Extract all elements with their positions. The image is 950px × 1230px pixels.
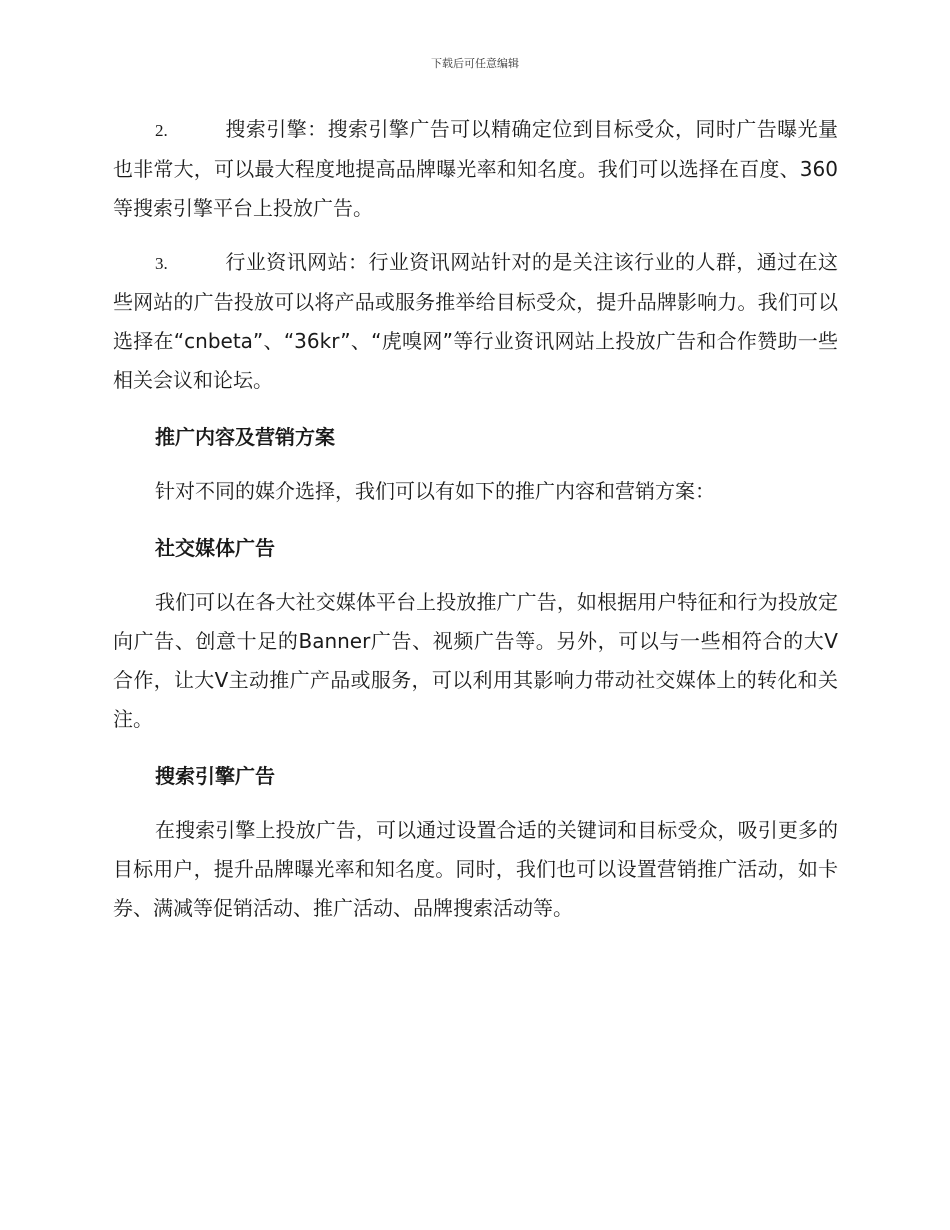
list-item-text: 行业资讯网站：行业资讯网站针对的是关注该行业的人群，通过在这些网站的广告投放可以将产品或服务推举给目标受众，提升品牌影响力。我们可以选择在“cnbeta”、“36kr”、“虎嗅网”等行业资讯网站上投放广告和合作赞助一些相关会议和论坛。 (113, 250, 838, 392)
list-item-search-engine (113, 110, 838, 228)
page-header: 下载后可任意编辑 (431, 57, 519, 70)
list-item-text: 搜索引擎：搜索引擎广告可以精确定位到目标受众，同时广告曝光量也非常大，可以最大程度地提高品牌曝光率和知名度。我们可以选择在百度、360等搜索引擎平台上投放广告。 (113, 117, 838, 220)
section-heading-search: 搜索引擎广告 (155, 764, 275, 788)
list-item-industry-sites (113, 243, 838, 400)
section-text-social: 我们可以在各大社交媒体平台上投放推广广告，如根据用户特征和行为投放定向广告、创意十足的Banner广告、视频广告等。另外，可以与一些相符合的大V合作，让大V主动推广产品或服务，可以利用其影响力带动社交媒体上的转化和关注。 (113, 590, 838, 731)
section-intro-promo: 针对不同的媒介选择，我们可以有如下的推广内容和营销方案： (155, 479, 715, 503)
document-body (113, 110, 838, 928)
section-heading-promo: 推广内容及营销方案 (155, 425, 335, 449)
section-text-search: 在搜索引擎上投放广告，可以通过设置合适的关键词和目标受众，吸引更多的目标用户，提升品牌曝光率和知名度。同时，我们也可以设置营销推广活动，如卡券、满减等促销活动、推广活动、品牌搜索活动等。 (113, 818, 838, 920)
section-heading-social: 社交媒体广告 (155, 536, 275, 560)
list-number: 3. (155, 254, 168, 273)
list-number: 2. (155, 121, 168, 140)
